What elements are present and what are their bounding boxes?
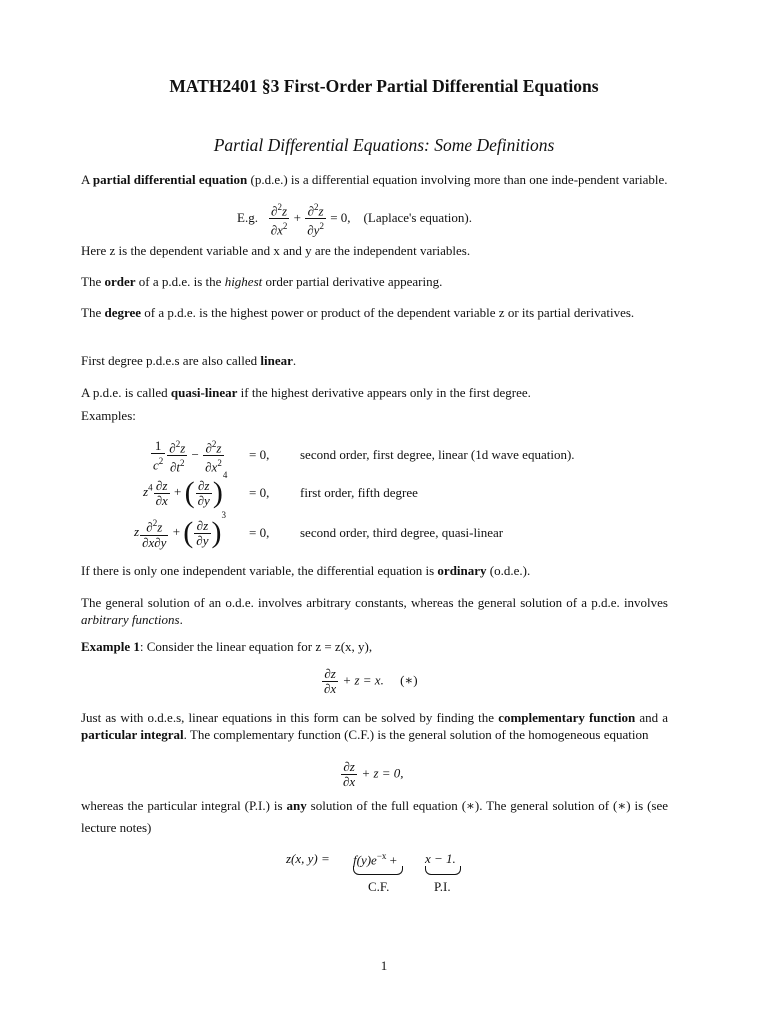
paragraph-quasilinear [81, 384, 668, 401]
text: : Consider the linear equation for z = z(x, y), [139, 639, 373, 654]
text: solution of the full equation (∗). The general solution of (∗) is (see lecture notes) [81, 798, 668, 835]
paragraph-order [81, 273, 668, 290]
term-ordinary: ordinary [437, 563, 487, 578]
paragraph-ordinary [81, 562, 668, 579]
example-2-rhs: = 0, [249, 485, 270, 500]
equation-note: (Laplace's equation). [363, 209, 473, 225]
paragraph-variables: Here z is the dependent variable and x and y are the independent variables. [81, 243, 471, 258]
text: . [292, 353, 297, 368]
example-1-description: second order, first degree, linear (1d wave equation). [300, 447, 575, 462]
term-particular-integral: particular integral [81, 727, 184, 742]
plus-sign: + [389, 852, 397, 868]
example-equation-3: z $\frac{\partial^2z}{\partial x\partial y}$ + ( $\frac{\partial z}{\partial y}$ )$^3$ [134, 510, 226, 550]
example-3-description: second order, third degree, quasi-linear [300, 525, 504, 540]
solution-lhs: z(x, y) = [286, 851, 330, 866]
example-equation-1: $\frac{1}{c^2}$ $\frac{\partial^2z}{\partial t^2}$ − $\frac{\partial^2z}{\partial x^2}$ [153, 438, 222, 475]
text: First degree p.d.e.s are also called [81, 353, 261, 368]
paragraph-general-solution [81, 594, 668, 628]
pi-term: x − 1 [425, 851, 453, 866]
pi-label: P.I. [434, 879, 451, 894]
paragraph-complementary [81, 709, 668, 743]
page-number: 1 [380, 958, 388, 973]
term-degree: degree [104, 305, 142, 320]
pi-underbrace [425, 866, 461, 875]
equation-rhs: + z = 0, [361, 765, 404, 781]
text: of a p.d.e. is the [135, 274, 225, 289]
paragraph-example-1 [81, 638, 668, 655]
page-title: MATH2401 §3 First-Order Partial Differential Equations [169, 76, 599, 96]
term-linear: linear [260, 353, 293, 368]
paragraph-pde-definition [81, 171, 668, 188]
cf-underbrace [353, 866, 403, 875]
solution-pi [425, 851, 456, 867]
term-pde: partial differential equation [92, 172, 248, 187]
text: Just as with o.d.e.s, linear equations in this form can be solved by finding the [81, 710, 499, 725]
paragraph-degree [81, 304, 668, 321]
text: if the highest derivative appears only in the first degree. [237, 385, 531, 400]
example-3-rhs: = 0, [249, 525, 270, 540]
text: The [81, 305, 105, 320]
paragraph-particular-integral [81, 795, 668, 839]
text: A [81, 172, 93, 187]
period: . [452, 851, 456, 866]
equation-tag: (∗) [400, 672, 418, 688]
term-quasilinear: quasi-linear [170, 385, 238, 400]
term-order: order [104, 274, 136, 289]
example-1-label: Example 1 [81, 639, 140, 654]
eg-label: E.g. [237, 209, 258, 225]
examples-label: Examples: [81, 408, 136, 423]
text: The general solution of an o.d.e. involves arbitrary constants, whereas the general solution of a p.d.e. involves [81, 595, 668, 610]
equation-rhs: = 0, [330, 209, 351, 225]
example-1-rhs: = 0, [249, 447, 270, 462]
emphasis: arbitrary functions [81, 612, 180, 627]
text: The [81, 274, 105, 289]
equation-laplace: E.g. $\frac{\partial^2z}{\partial x^2}$ + $\frac{\partial^2z}{\partial y^2}$ = 0, (Laplace's equation). [237, 202, 473, 238]
text: whereas the particular integral (P.I.) is [81, 798, 287, 813]
text: (o.d.e.). [486, 563, 531, 578]
text: If there is only one independent variable, the differential equation is [81, 563, 438, 578]
text: order partial derivative appearing. [262, 274, 443, 289]
equation-rhs: + z = x. [342, 672, 384, 688]
equation-star: $\frac{\partial z}{\partial x}$ + z = x. (∗) [324, 666, 418, 696]
cf-label: C.F. [368, 879, 390, 894]
text: (p.d.e.) is a differential equation involving more than one inde-pendent variable. [247, 172, 668, 187]
cf-exponent: −x [376, 851, 387, 861]
paragraph-linear [81, 352, 668, 369]
text: and a [635, 710, 669, 725]
term-complementary-function: complementary function [498, 710, 636, 725]
text: . The complementary function (C.F.) is the general solution of the homogeneous equation [183, 727, 649, 742]
text: of a p.d.e. is the highest power or product of the dependent variable z or its partial derivatives. [141, 305, 635, 320]
section-subtitle: Partial Differential Equations: Some Definitions [213, 135, 555, 155]
example-2-description: first order, fifth degree [300, 485, 418, 500]
equation-homogeneous: $\frac{\partial z}{\partial x}$ + z = 0, [343, 759, 404, 789]
emphasis: highest [224, 274, 263, 289]
text: A p.d.e. is called [81, 385, 171, 400]
text: . [179, 612, 183, 627]
term-any: any [286, 798, 307, 813]
cf-term: f(y)e [353, 852, 377, 868]
example-equation-2: $z^4$ $\frac{\partial z}{\partial x}$ + ( $\frac{\partial z}{\partial y}$ )$^4$ [143, 470, 228, 510]
